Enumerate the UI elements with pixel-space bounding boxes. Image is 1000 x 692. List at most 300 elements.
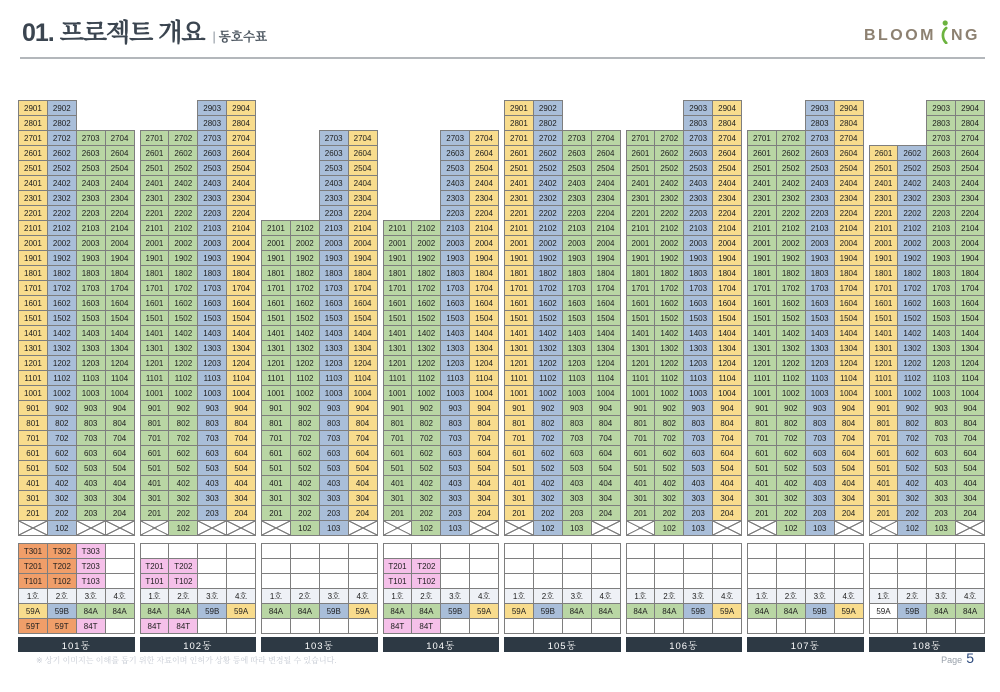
floor-row: [18, 325, 135, 341]
unit-cell: 503: [926, 460, 956, 476]
unit-cell: 904: [469, 400, 499, 416]
t-unit-cell: T303: [76, 543, 106, 559]
unit-cell: 1602: [290, 295, 320, 311]
floor-row: [261, 265, 378, 281]
ho-cell: 4호: [955, 588, 985, 604]
unit-cell: 1902: [776, 250, 806, 266]
floor-row: [747, 415, 864, 431]
floor-row: [383, 430, 500, 446]
empty-cell: [654, 543, 684, 559]
footnote: ※ 상기 이미지는 이해를 돕기 위한 자료이며 인허가 상황 등에 따라 변경될 수 있습니다.: [36, 656, 337, 665]
unit-cell: 1804: [834, 265, 864, 281]
unit-cell: 2304: [834, 190, 864, 206]
empty-cell: [533, 543, 563, 559]
unit-cell: 1103: [76, 370, 106, 386]
floor-row: [626, 490, 743, 506]
unit-cell: 2301: [504, 190, 534, 206]
unit-cell: 304: [955, 490, 985, 506]
building-108: [869, 100, 986, 652]
unit-cell: 1201: [18, 355, 48, 371]
crossed-out-cell: [834, 520, 864, 536]
unit-cell: 903: [562, 400, 592, 416]
unit-cell: 2503: [197, 160, 227, 176]
unit-cell: 1102: [47, 370, 77, 386]
unit-cell: 401: [869, 475, 899, 491]
floor-row: [504, 340, 621, 356]
unit-cell: 2001: [18, 235, 48, 251]
unit-cell: 201: [140, 505, 170, 521]
unit-cell: 1303: [805, 340, 835, 356]
unit-cell: 1404: [712, 325, 742, 341]
floor-row: [383, 235, 500, 251]
unit-cell: 201: [504, 505, 534, 521]
floor-row: [504, 130, 621, 146]
floor-row: [869, 265, 986, 281]
type-table: [869, 543, 986, 634]
cell-row: [18, 543, 135, 559]
unit-cell: 904: [955, 400, 985, 416]
unit-cell: 1503: [319, 310, 349, 326]
unit-cell: 1903: [926, 250, 956, 266]
unit-cell: 1904: [591, 250, 621, 266]
cell-row: [140, 543, 257, 559]
unit-cell: 1303: [562, 340, 592, 356]
unit-cell: 2302: [533, 190, 563, 206]
unit-cell: 2002: [654, 235, 684, 251]
floor-row: [18, 460, 135, 476]
unit-cell: 1104: [105, 370, 135, 386]
unit-cell: 402: [897, 475, 927, 491]
floor-row: [626, 460, 743, 476]
unit-cell: 703: [805, 430, 835, 446]
floor-row: [140, 310, 257, 326]
floor-row: [383, 400, 500, 416]
unit-cell: 2101: [869, 220, 899, 236]
unit-cell: 204: [834, 505, 864, 521]
unit-cell: 1701: [261, 280, 291, 296]
unit-cell: 1403: [926, 325, 956, 341]
floor-row: [747, 280, 864, 296]
unit-cell: 2103: [76, 220, 106, 236]
empty-cell: [747, 573, 777, 589]
floor-row: [261, 280, 378, 296]
floor-row: [18, 355, 135, 371]
logo-text-right: NG: [951, 27, 980, 44]
ho-cell: 2호: [654, 588, 684, 604]
floor-row: [504, 100, 621, 116]
unit-cell: 1201: [261, 355, 291, 371]
unit-cell: 904: [591, 400, 621, 416]
floor-row: [383, 370, 500, 386]
unit-cell: 704: [591, 430, 621, 446]
unit-cell: 1904: [834, 250, 864, 266]
unit-cell: 1804: [712, 265, 742, 281]
floor-row: [140, 175, 257, 191]
unit-cell: 202: [290, 505, 320, 521]
floor-row: [261, 250, 378, 266]
unit-cell: 2802: [533, 115, 563, 131]
unit-cell: 1201: [504, 355, 534, 371]
floor-row: [383, 145, 500, 161]
unit-cell: 1603: [562, 295, 592, 311]
unit-cell: 1001: [504, 385, 534, 401]
cell-row: [18, 618, 135, 634]
t-type-cell: 84T: [140, 618, 170, 634]
cell-row: [626, 543, 743, 559]
unit-cell: 702: [411, 430, 441, 446]
unit-cell: 601: [626, 445, 656, 461]
unit-cell: 502: [47, 460, 77, 476]
unit-cell: 102: [776, 520, 806, 536]
floor-row: [261, 355, 378, 371]
unit-cell: 501: [869, 460, 899, 476]
unit-cell: 1903: [683, 250, 713, 266]
cell-row: [504, 543, 621, 559]
floor-row: [261, 460, 378, 476]
unit-cell: 1003: [683, 385, 713, 401]
unit-cell: 2603: [440, 145, 470, 161]
floor-row: [18, 310, 135, 326]
floor-row: [626, 265, 743, 281]
type-table: [747, 543, 864, 634]
empty-cell: [348, 543, 378, 559]
unit-cell: 1602: [168, 295, 198, 311]
unit-cell: 1101: [383, 370, 413, 386]
unit-cell: 1203: [683, 355, 713, 371]
unit-cell: 303: [562, 490, 592, 506]
cell-row: [747, 603, 864, 619]
unit-cell: 501: [18, 460, 48, 476]
unit-cell: 2104: [712, 220, 742, 236]
unit-cell: 403: [683, 475, 713, 491]
unit-cell: 2001: [383, 235, 413, 251]
unit-cell: 904: [105, 400, 135, 416]
ho-cell: 1호: [140, 588, 170, 604]
unit-cell: 203: [683, 505, 713, 521]
floor-row: [261, 400, 378, 416]
unit-cell: 1903: [76, 250, 106, 266]
unit-cell: 2603: [197, 145, 227, 161]
floor-row: [504, 295, 621, 311]
empty-cell: [805, 543, 835, 559]
empty-cell: [504, 618, 534, 634]
unit-cell: 1204: [348, 355, 378, 371]
unit-cell: 2202: [47, 205, 77, 221]
unit-cell: 1502: [411, 310, 441, 326]
unit-cell: 1401: [383, 325, 413, 341]
unit-cell: 2603: [805, 145, 835, 161]
building-name-bar: 103동: [261, 637, 378, 652]
floor-row: [747, 340, 864, 356]
floor-row: [140, 235, 257, 251]
empty-space: [76, 100, 106, 116]
unit-cell: 1103: [440, 370, 470, 386]
ho-row: [869, 588, 986, 604]
unit-cell: 1901: [140, 250, 170, 266]
floor-row: [383, 310, 500, 326]
floor-row: [261, 505, 378, 521]
unit-cell: 1601: [383, 295, 413, 311]
unit-cell: 1401: [140, 325, 170, 341]
unit-cell: 1303: [926, 340, 956, 356]
unit-cell: 1301: [261, 340, 291, 356]
unit-cell: 1802: [290, 265, 320, 281]
unit-cell: 602: [47, 445, 77, 461]
unit-cell: 1004: [348, 385, 378, 401]
floor-row: [504, 430, 621, 446]
unit-cell: 2103: [440, 220, 470, 236]
unit-cell: 1001: [869, 385, 899, 401]
floor-row: [747, 370, 864, 386]
unit-cell: 2703: [805, 130, 835, 146]
unit-cell: 2204: [591, 205, 621, 221]
unit-cell: 1002: [168, 385, 198, 401]
t-unit-cell: T103: [76, 573, 106, 589]
unit-cell: 2702: [776, 130, 806, 146]
floor-row: [504, 205, 621, 221]
unit-cell: 702: [897, 430, 927, 446]
floor-row: [261, 175, 378, 191]
unit-cell: 1601: [869, 295, 899, 311]
unit-cell: 903: [197, 400, 227, 416]
t-unit-cell: T201: [140, 558, 170, 574]
unit-cell: 1002: [411, 385, 441, 401]
empty-cell: [955, 618, 985, 634]
unit-cell: 2404: [834, 175, 864, 191]
empty-space: [562, 115, 592, 131]
empty-space: [897, 130, 927, 146]
ho-cell: 3호: [562, 588, 592, 604]
unit-cell: 1802: [411, 265, 441, 281]
unit-cell: 201: [383, 505, 413, 521]
ho-cell: 2호: [168, 588, 198, 604]
empty-space: [383, 205, 413, 221]
unit-cell: 2602: [897, 145, 927, 161]
unit-cell: 301: [626, 490, 656, 506]
unit-cell: 304: [226, 490, 256, 506]
unit-cell: 904: [226, 400, 256, 416]
unit-cell: 2704: [955, 130, 985, 146]
empty-space: [869, 130, 899, 146]
floor-row: [869, 220, 986, 236]
unit-cell: 903: [926, 400, 956, 416]
unit-cell: 1401: [261, 325, 291, 341]
empty-space: [290, 205, 320, 221]
empty-cell: [626, 543, 656, 559]
empty-space: [105, 100, 135, 116]
building-105: [504, 100, 621, 652]
unit-cell: 201: [18, 505, 48, 521]
unit-cell: 703: [683, 430, 713, 446]
empty-cell: [591, 543, 621, 559]
floor-row: [504, 370, 621, 386]
unit-cell: 2204: [469, 205, 499, 221]
unit-cell: 604: [834, 445, 864, 461]
unit-cell: 1103: [197, 370, 227, 386]
unit-cell: 1602: [533, 295, 563, 311]
floor-row: [383, 115, 500, 131]
unit-cell: 301: [869, 490, 899, 506]
empty-space: [626, 115, 656, 131]
unit-cell: 2302: [776, 190, 806, 206]
floor-row: [869, 100, 986, 116]
unit-cell: 1402: [47, 325, 77, 341]
floor-row: [383, 190, 500, 206]
cell-row: [504, 618, 621, 634]
floor-row: [261, 220, 378, 236]
floor-row: [504, 220, 621, 236]
unit-cell: 503: [562, 460, 592, 476]
unit-cell: 1603: [805, 295, 835, 311]
floor-row: [140, 160, 257, 176]
t-unit-cell: T202: [168, 558, 198, 574]
empty-space: [747, 100, 777, 116]
unit-cell: 2104: [591, 220, 621, 236]
empty-space: [776, 100, 806, 116]
unit-cell: 302: [897, 490, 927, 506]
empty-space: [261, 190, 291, 206]
unit-cell: 2601: [18, 145, 48, 161]
type-table: [18, 543, 135, 634]
unit-cell: 2401: [140, 175, 170, 191]
floor-row: [747, 175, 864, 191]
unit-cell: 304: [591, 490, 621, 506]
unit-cell: 1704: [105, 280, 135, 296]
ho-cell: 3호: [76, 588, 106, 604]
unit-type-cell: 84A: [654, 603, 684, 619]
empty-space: [411, 190, 441, 206]
empty-cell: [533, 573, 563, 589]
unit-cell: 401: [18, 475, 48, 491]
unit-cell: 2003: [76, 235, 106, 251]
unit-cell: 404: [226, 475, 256, 491]
unit-cell: 102: [897, 520, 927, 536]
floor-row: [383, 445, 500, 461]
empty-cell: [383, 543, 413, 559]
unit-type-cell: 59B: [47, 603, 77, 619]
floor-row: [261, 295, 378, 311]
crossed-out-cell: [504, 520, 534, 536]
unit-cell: 1201: [626, 355, 656, 371]
unit-cell: 804: [226, 415, 256, 431]
floor-row: [18, 235, 135, 251]
unit-cell: 1103: [926, 370, 956, 386]
unit-cell: 1901: [18, 250, 48, 266]
unit-cell: 2403: [76, 175, 106, 191]
floor-row: [626, 505, 743, 521]
unit-cell: 2804: [226, 115, 256, 131]
unit-cell: 1101: [869, 370, 899, 386]
ho-cell: 4호: [348, 588, 378, 604]
unit-cell: 204: [226, 505, 256, 521]
unit-cell: 2704: [348, 130, 378, 146]
unit-cell: 1602: [654, 295, 684, 311]
cell-row: [383, 573, 500, 589]
unit-cell: 1903: [197, 250, 227, 266]
floor-row: [504, 460, 621, 476]
page-number: [941, 650, 974, 666]
unit-cell: 202: [776, 505, 806, 521]
unit-cell: 2702: [533, 130, 563, 146]
unit-cell: 2201: [869, 205, 899, 221]
floor-row: [383, 205, 500, 221]
unit-cell: 1503: [683, 310, 713, 326]
floor-row: [261, 385, 378, 401]
unit-cell: 802: [654, 415, 684, 431]
unit-cell: 2503: [562, 160, 592, 176]
floor-row: [18, 505, 135, 521]
crossed-out-cell: [105, 520, 135, 536]
t-unit-cell: T202: [411, 558, 441, 574]
tower-grid: [504, 100, 621, 536]
unit-cell: 2003: [562, 235, 592, 251]
unit-cell: 2402: [897, 175, 927, 191]
cell-row: [140, 618, 257, 634]
unit-cell: 2303: [440, 190, 470, 206]
empty-cell: [591, 558, 621, 574]
empty-cell: [440, 543, 470, 559]
unit-cell: 2004: [348, 235, 378, 251]
unit-cell: 1203: [440, 355, 470, 371]
unit-cell: 1803: [683, 265, 713, 281]
empty-cell: [897, 573, 927, 589]
empty-space: [319, 115, 349, 131]
empty-space: [168, 100, 198, 116]
unit-cell: 1904: [226, 250, 256, 266]
unit-cell: 901: [869, 400, 899, 416]
unit-cell: 1902: [897, 250, 927, 266]
unit-cell: 1204: [834, 355, 864, 371]
unit-cell: 1604: [712, 295, 742, 311]
unit-cell: 601: [18, 445, 48, 461]
unit-cell: 1302: [776, 340, 806, 356]
unit-cell: 603: [440, 445, 470, 461]
empty-space: [383, 175, 413, 191]
logo-sprout-icon: [936, 20, 951, 44]
empty-cell: [926, 558, 956, 574]
unit-cell: 2002: [533, 235, 563, 251]
unit-cell: 901: [140, 400, 170, 416]
unit-cell: 2503: [440, 160, 470, 176]
floor-row: [869, 295, 986, 311]
ho-cell: 1호: [18, 588, 48, 604]
unit-cell: 1902: [290, 250, 320, 266]
floor-row: [747, 310, 864, 326]
unit-cell: 2902: [533, 100, 563, 116]
unit-cell: 1001: [18, 385, 48, 401]
unit-cell: 303: [683, 490, 713, 506]
floor-row: [869, 430, 986, 446]
floor-row: [383, 415, 500, 431]
unit-cell: 2304: [712, 190, 742, 206]
unit-cell: 1004: [712, 385, 742, 401]
floor-row: [383, 340, 500, 356]
unit-cell: 2703: [683, 130, 713, 146]
t-unit-cell: T101: [140, 573, 170, 589]
unit-cell: 1901: [383, 250, 413, 266]
unit-cell: 1903: [562, 250, 592, 266]
unit-cell: 1402: [897, 325, 927, 341]
unit-cell: 702: [533, 430, 563, 446]
unit-cell: 202: [47, 505, 77, 521]
unit-cell: 2003: [197, 235, 227, 251]
unit-cell: 601: [383, 445, 413, 461]
unit-cell: 2901: [18, 100, 48, 116]
empty-cell: [591, 573, 621, 589]
unit-cell: 2103: [562, 220, 592, 236]
unit-cell: 903: [319, 400, 349, 416]
tower-grid: [383, 100, 500, 536]
